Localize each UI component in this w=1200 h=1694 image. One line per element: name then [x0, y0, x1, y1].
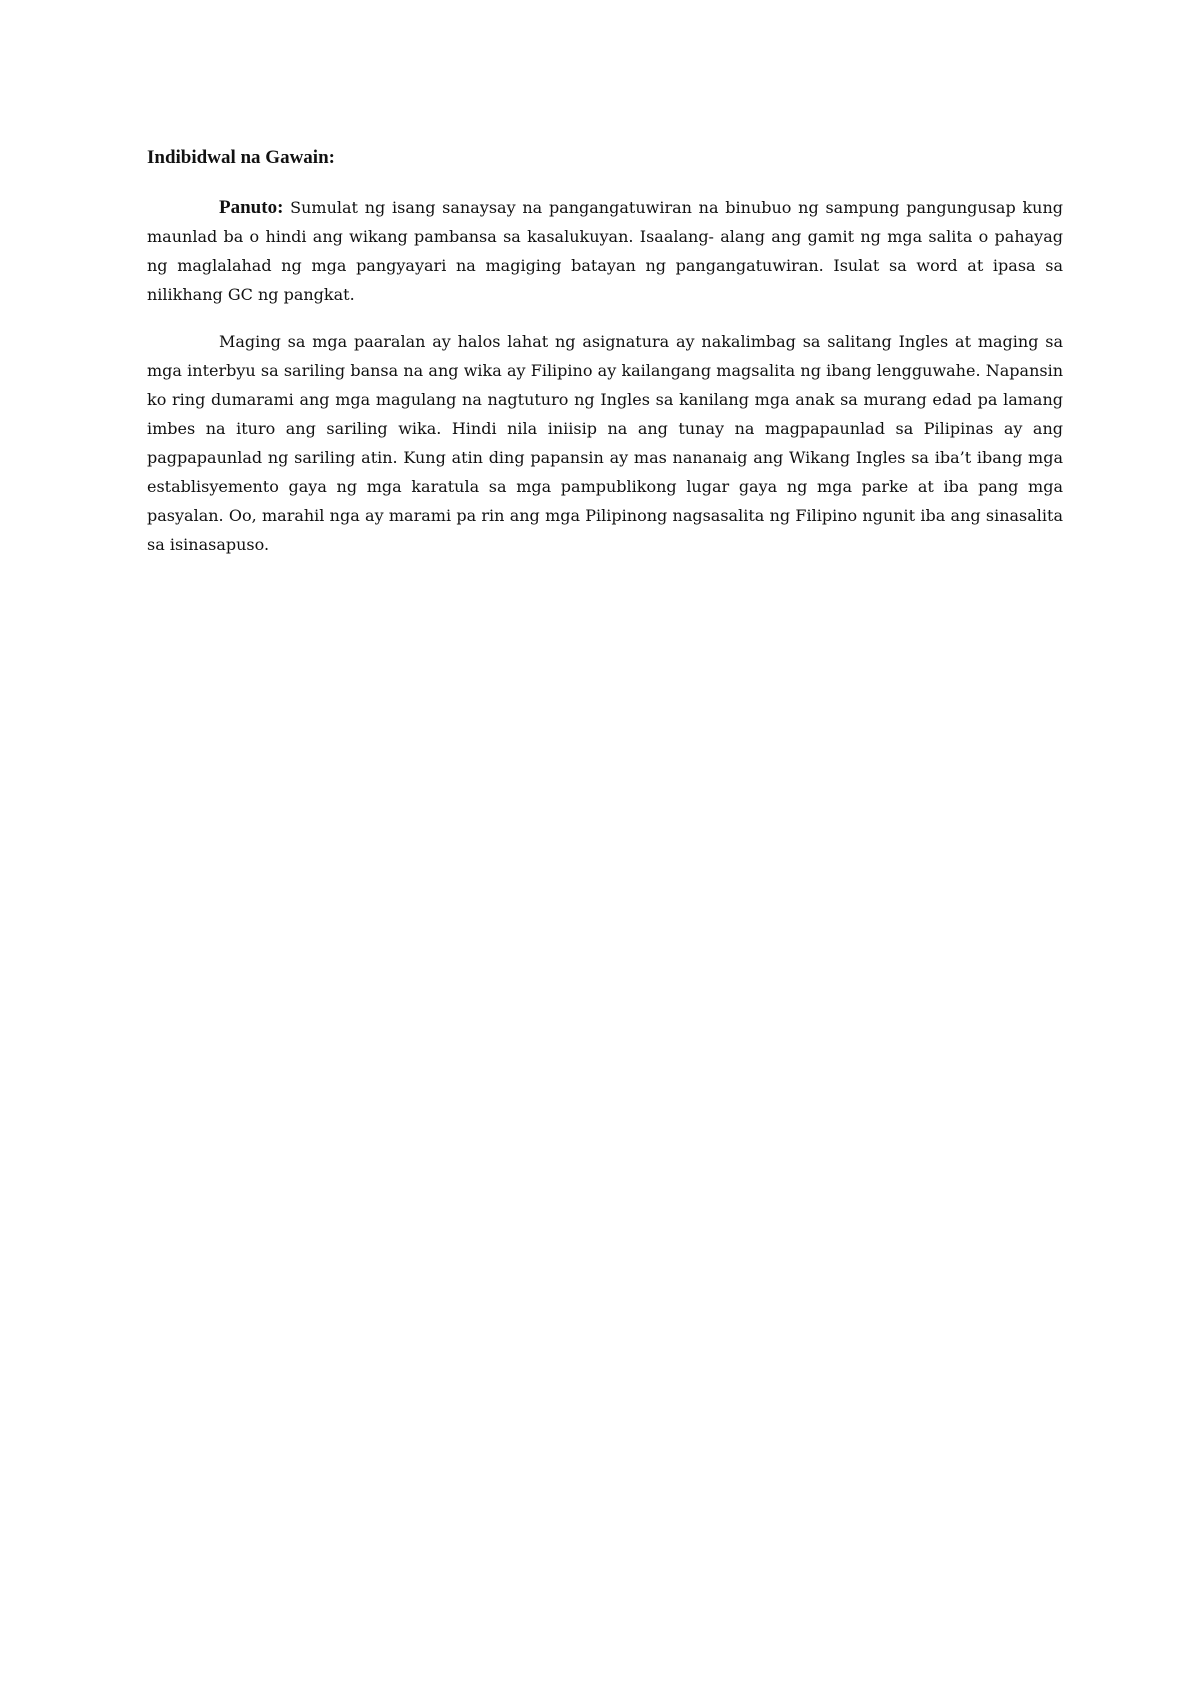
instructions-paragraph — [147, 193, 1063, 309]
instructions-text: Sumulat ng isang sanaysay na pangangatuwiran na binubuo ng sampung pangungusap kung maunlad ba o hindi ang wikang pambansa sa kasalukuyan. Isaalang- alang ang gamit ng mga salita o pahayag ng maglalahad ng mga pangyayari na magiging batayan ng pangangatuwiran. Isulat sa word at ipasa sa nilikhang GC ng pangkat. — [147, 198, 1063, 304]
document-body — [147, 146, 1063, 559]
document-heading: Indibidwal na Gawain: — [147, 147, 335, 168]
essay-paragraph: Maging sa mga paaralan ay halos lahat ng asignatura ay nakalimbag sa salitang Ingles at maging sa mga interbyu sa sariling bansa na ang wika ay Filipino ay kailangang magsalita ng ibang lengguwahe. Napansin ko ring dumarami ang mga magulang na nagtuturo ng Ingles sa kanilang mga anak sa murang edad pa lamang imbes na ituro ang sariling wika. Hindi nila iniisip na ang tunay na magpapaunlad sa Pilipinas ay ang pagpapaunlad ng sariling atin. Kung atin ding papansin ay mas nananaig ang Wikang Ingles sa iba’t ibang mga establisyemento gaya ng mga karatula sa mga pampublikong lugar gaya ng mga parke at iba pang mga pasyalan. Oo, marahil nga ay marami pa rin ang mga Pilipinong nagsasalita ng Filipino ngunit iba ang sinasalita sa isinasapuso. — [147, 332, 1063, 554]
instructions-label: Panuto: — [219, 197, 284, 218]
